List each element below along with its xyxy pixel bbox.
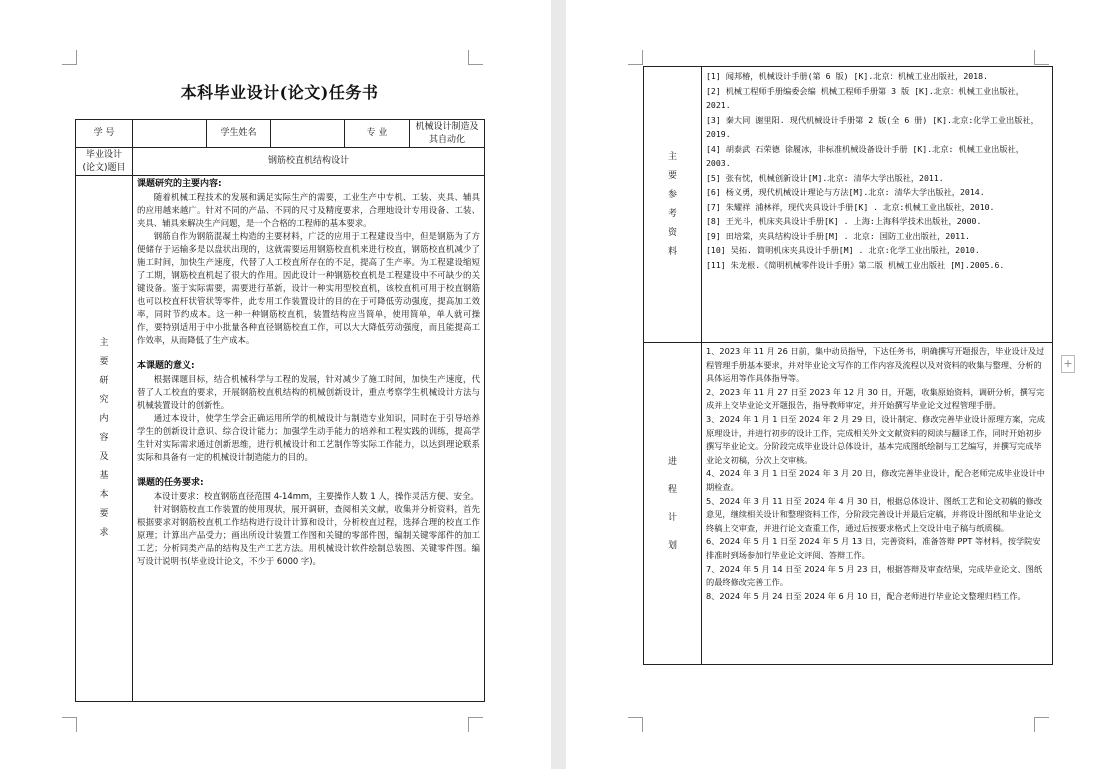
task-heading: 课题的任务要求: [137, 478, 204, 488]
schedule-row [644, 343, 1053, 665]
student-id-value[interactable] [133, 120, 207, 148]
major-value[interactable]: 机械设计制造及其自动化 [410, 120, 485, 148]
references-side-label: 主要参考资料 [668, 151, 678, 257]
schedule-item: 1、2023 年 11 月 26 日前，集中动员指导，下达任务书，明确撰写开题报告，毕业设计及过程管理手册基本要求，并对毕业论文写作的工作内容及流程以及对资料的收集与整理、分析的具体运用等作具体指导等。 [706, 346, 1045, 384]
crop-mark [468, 50, 483, 65]
topic-row [76, 148, 485, 176]
schedule-item: 6、2024 年 5 月 1 日至 2024 年 5 月 13 日，完善资料，准备答辩 PPT 等材料，按学院安排准时到场参加行毕业论文评阅、答辩工作。 [706, 536, 1041, 560]
reference-item: [9] 田培棠，夹具结构设计手册[M] . 北京: 国防工业出版社，2011. [706, 230, 970, 241]
student-name-value[interactable] [271, 120, 345, 148]
reference-item: [11] 朱龙根.《简明机械零件设计手册》第二版 机械工业出版社 [M].2005.6. [706, 259, 1005, 270]
content-side-cell [76, 176, 133, 702]
crop-mark [62, 717, 77, 732]
reference-item: [6] 杨义勇，现代机械设计理论与方法[M].北京: 清华大学出版社，2014. [706, 187, 985, 197]
schedule-item: 8、2024 年 5 月 24 日至 2024 年 6 月 10 日，配合老师进行毕业论文整理归档工作。 [706, 590, 1026, 601]
content-body[interactable] [133, 176, 485, 702]
schedule-body[interactable] [702, 343, 1053, 665]
student-name-label: 学生姓名 [207, 120, 271, 148]
research-heading: 课题研究的主要内容: [137, 179, 222, 189]
schedule-item: 4、2024 年 3 月 1 日至 2024 年 3 月 20 日，修改完善毕业设计，配合老师完成毕业设计中期检查。 [706, 468, 1045, 492]
significance-paragraph: 根据课题目标，结合机械科学与工程的发展，针对减少了施工时间，加快生产速度，代替了人工校直的要求，开展钢筋校直机结构的机械创新设计，重点考察学生机械设计方法与机械装置设计的创新性。 [137, 374, 480, 410]
reference-item: [4] 胡泰武 石荣德 徐履冰，非标准机械设备设计手册 [K].北京: 机械工业出版社，2003. [706, 143, 1024, 168]
reference-item: [5] 张有忱，机械创新设计[M].北京: 清华大学出版社，2011. [706, 172, 944, 183]
schedule-item: 5、2024 年 3 月 11 日至 2024 年 4 月 30 日，根据总体设计、图纸工艺和论文初稿的修改意见，继续相关设计和整理资料工作，分阶段完善设计并最后定稿，并将设计图纸和毕业论文终稿上交审查，并进行论文查重工作，通过后按要求格式上交设计电子稿与纸质稿。 [706, 495, 1043, 533]
reference-item: [8] 王光斗，机床夹具设计手册[K] . 上海:上海科学技术出版社，2000. [706, 216, 982, 226]
significance-paragraph: 通过本设计，使学生学会正确运用所学的机械设计与制造专业知识，同时在于引导培养学生的创新设计意识、综合设计能力；加强学生动手能力的培养和工程实践的训练，提高学生针对实际需求通过创新思维，进行机械设计和工艺制作等实际工作能力，以达到理论联系实际和具备有一定的机械设计制造能力的目的。 [137, 413, 480, 462]
schedule-side-cell [644, 343, 702, 665]
schedule-item: 3、2024 年 1 月 1 日至 2024 年 2 月 29 日，设计制定、修改完善毕业设计原理方案，完成原理设计，并进行初步的设计工作，完成相关外文文献资料的阅读与翻译工作，同时开始初步撰写毕业论文。分阶段完成毕业设计总体设计，基本完成图纸绘制与工艺编写，并撰写完成毕业论文初稿，分次上交审核。 [706, 413, 1045, 465]
research-paragraph: 随着机械工程技术的发展和满足实际生产的需要，工业生产中专机、工装、夹具、辅具的应用越来越广。针对不同的产品、不同的尺寸及精度要求，合理地设计专用设备、工装、夹具、辅具来解决生产问题，是一个合格的工程师的基本要求。 [137, 192, 480, 228]
reference-item: [1] 闻邦椿，机械设计手册(第 6 版) [K].北京：机械工业出版社，2018. [706, 71, 988, 81]
content-row [76, 176, 485, 702]
schedule-item: 2、2023 年 11 月 27 日至 2023 年 12 月 30 日，开题，收集原始资料，调研分析，撰写完成并上交毕业论文开题报告，指导教师审定，并开始撰写毕业论文过程管理手册。 [706, 386, 1045, 411]
schedule-item: 7、2024 年 5 月 14 日至 2024 年 5 月 23 日，根据答辩及审查结果，完成毕业论文、图纸的最终修改完善工作。 [706, 563, 1043, 588]
topic-value[interactable]: 钢筋校直机结构设计 [133, 148, 485, 176]
references-row [644, 67, 1053, 343]
crop-mark [1034, 717, 1049, 732]
crop-mark [628, 50, 643, 65]
page-title: 本科毕业设计(论文)任务书 [180, 83, 379, 102]
major-label: 专 业 [345, 120, 410, 148]
task-table [75, 119, 485, 702]
student-info-row [76, 120, 485, 148]
topic-label: 毕业设计(论文)题目 [76, 148, 133, 176]
crop-mark [468, 717, 483, 732]
task-paragraph: 本设计要求：校直钢筋直径范围 4-14mm，主要操作人数 1 人，操作灵活方便、安全。 [153, 491, 479, 501]
schedule-side-label: 进程计划 [668, 456, 678, 551]
crop-mark [62, 50, 77, 65]
references-body[interactable] [702, 67, 1053, 343]
reference-item: [10] 吴拓. 简明机床夹具设计手册[M] . 北京:化学工业出版社，2010. [706, 245, 980, 255]
content-side-label: 主要研究内容及基本要求 [99, 338, 109, 538]
reference-item: [3] 秦大同 谢里阳. 现代机械设计手册第 2 版(全 6 册) [K].北京:化学工业出版社，2019. [706, 114, 1039, 139]
significance-heading: 本课题的意义: [137, 361, 195, 371]
reference-item: [2] 机械工程师手册编委会编 机械工程师手册第 3 版 [K].北京：机械工业出版社，2021. [706, 85, 1024, 110]
references-schedule-table [643, 66, 1053, 665]
crop-mark [628, 717, 643, 732]
crop-mark [1034, 50, 1049, 65]
research-paragraph: 钢筋自作为钢筋混凝土构造的主要材料，广泛的应用于工程建设当中，但是钢筋为了方便储存于运输多是以盘状出现的，这就需要运用钢筋校直机来进行校直，钢筋校直机减少了施工时间，加快生产速度，代替了人工校直所存在的不足，提高了生产率。为工程建设缩短了工期，钢筋校直机起了很大的作用。因此设计一种钢筋校直机是工程建设中不可缺少的关键设备。鉴于实际需要，需要进行革新，设计一种实用型校直机，该校直机可用于校直钢筋也可以校直杆状管状等零件，此专用工作装置设计的目的在于可降低劳动强度，提高加工效率，同时节约成本。这一种一种钢筋校直机，装置结构应当简单，使用简单，单人就可操作，要特别适用于中小批量各种直径钢筋校直工作，可以大大降低劳动强度，而且能提高工作效率，从而降低了生产成本。 [137, 231, 480, 345]
task-paragraph: 针对钢筋校直工作装置的使用现状，展开调研，查阅相关文献，收集并分析资料，首先根据要求对钢筋校直机工作结构进行设计计算和设计，分析校直过程，选择合理的校直工作原理；计算出产品受力；画出所设计装置工作图和关键的零部件图，编制关键零部件的加工工艺；分析同类产品的结构及生产工艺方法。用机械设计软件绘制总装图、关键零件图。编写设计说明书(毕业设计论文，不少于 6000 字)。 [137, 504, 480, 566]
references-side-cell [644, 67, 702, 343]
reference-item: [7] 朱耀祥 浦林祥，现代夹具设计手册[K] . 北京:机械工业出版社，2010. [706, 201, 995, 212]
student-id-label: 学 号 [76, 120, 133, 148]
add-section-button[interactable]: + [1061, 355, 1075, 373]
